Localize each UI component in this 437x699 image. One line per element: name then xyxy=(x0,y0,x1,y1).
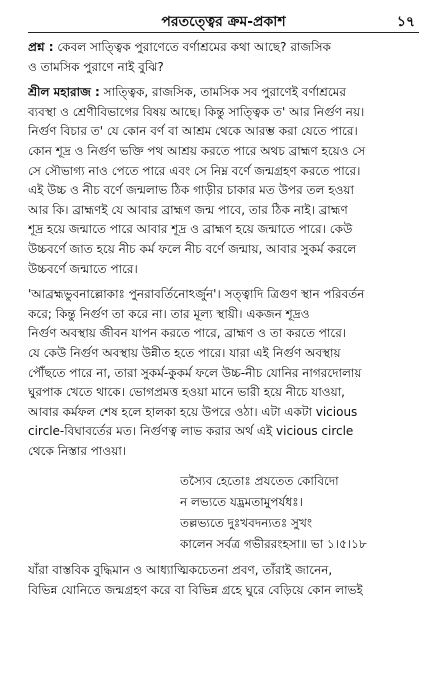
verse-block xyxy=(28,471,419,555)
answer-line: উচ্চবর্ণে জাত হয়ে নীচ কর্ম ফলে নীচ বর্ণে জন্মায়, আবার সুকর্ম করলে xyxy=(28,241,357,256)
paragraph-two xyxy=(28,285,419,461)
answer-paragraph xyxy=(28,83,419,279)
paragraph-line: যাঁরা বাস্তবিক বুদ্ধিমান ও আধ্যাত্মিকচেতনা প্রবণ, তাঁরাই জানেন, xyxy=(28,563,333,578)
question-paragraph xyxy=(28,38,419,77)
header-rule xyxy=(28,32,419,33)
verse-line: ন লভ্যতে যদ্ভ্রমতামুপর্যধঃ। xyxy=(180,495,303,510)
page-header xyxy=(28,8,419,30)
paragraph-line: আবার কর্মফল শেষ হলে হালকা হয়ে উপরে ওঠা। এটা একটা vicious xyxy=(28,404,358,419)
answer-line: সে সৌভাগ্য নাও পেতে পারে এবং সে নিম্ন বর্ণে জন্মগ্রহণ করতে পারে। xyxy=(28,163,361,178)
answer-line: ব্যবস্থা ও শ্রেণীবিভাগের বিষয় আছে। কিন্তু সাত্ত্বিক ত' আর নির্গুণ নয়। xyxy=(28,104,365,119)
answer-line: নির্গুণ বিচার ত' যে কোন বর্ণ বা আশ্রম থেকে আরম্ভ করা যেতে পারে। xyxy=(28,124,358,139)
verse-line: তল্লভ্যতে দুঃখবদন্যতঃ সুখং xyxy=(180,516,312,531)
answer-line: কোন শূদ্র ও নির্গুণ ভক্তি পথ আশ্রয় করতে পারে অথচ ব্রাহ্মণ হয়েও সে xyxy=(28,143,366,158)
running-title: পরতত্ত্বের ক্রম-প্রকাশ xyxy=(161,14,286,30)
answer-line: উচ্চবর্ণে জন্মাতে পারে। xyxy=(28,261,138,276)
paragraph-line: 'আব্রহ্মভুবনাল্লোকাঃ পুনরাবর্তিনোঽর্জুন'। সত্ত্বাদি ত্রিগুণ স্থান পরিবর্তন xyxy=(28,287,365,302)
answer-line: শূদ্র হয়ে জন্মাতে পারে আবার শূদ্র ও ব্রাহ্মণ হয়ে জন্মাতে পারে। কেউ xyxy=(28,222,353,237)
paragraph-three xyxy=(28,561,419,600)
answer-label: শ্রীল মহারাজ : xyxy=(28,85,100,100)
verse-line: তস্যৈব হেতোঃ প্রযতেত কোবিদো xyxy=(180,474,339,489)
body-text xyxy=(28,38,419,601)
paragraph-line: করে; কিন্তু নির্গুণ তা করে না। তার মূল্য স্থায়ী। একজন শূদ্রও xyxy=(28,306,310,321)
paragraph-line: circle-বিঘাবর্তের মত। নির্গুণত্ব লাভ করার অর্থ এই vicious circle xyxy=(28,424,354,439)
question-line: প্রশ্ন : কেবল সাত্ত্বিক পুরাণেতে বর্ণাশ্রমের কথা আছে? রাজসিক xyxy=(28,40,331,54)
answer-line: এই উচ্চ ও নীচ বর্ণে জন্মলাভ ঠিক গাড়ীর চাকার মত উপর তল হওয়া xyxy=(28,183,354,198)
question-line: ও তামসিক পুরাণে নাই বুঝি? xyxy=(28,59,164,74)
paragraph-line: নির্গুণ অবস্থায় জীবন যাপন করতে পারে, ব্রাহ্মণ ও তা করতে পারে। xyxy=(28,326,347,341)
question-label: প্রশ্ন : xyxy=(28,40,54,54)
answer-line: আর কি। ব্রাহ্মণই যে আবার ব্রাহ্মণ জন্ম পাবে, তার ঠিক নাই। ব্রাহ্মণ xyxy=(28,202,348,217)
paragraph-line: ঘুরপাক খেতে থাকে। ভোগপ্রমত্ত হওয়া মানে ভারী হয়ে নীচে যাওয়া, xyxy=(28,385,346,400)
paragraph-line: বিভিন্ন যোনিতে জন্মগ্রহণ করে বা বিভিন্ন গ্রহে ঘুরে বেড়িয়ে কোন লাভই xyxy=(28,583,363,598)
paragraph-line: পৌঁছতে পারে না, তারা সুকর্ম-কুকর্ম ফলে উচ্চ-নীচ যোনির নাগরদোলায় xyxy=(28,365,362,380)
paragraph-line: যে কেউ নির্গুণ অবস্থায় উন্নীত হতে পারে। যারা এই নির্গুণ অবস্থায় xyxy=(28,345,341,360)
page-number: ১৭ xyxy=(396,14,415,30)
paragraph-line: থেকে নিস্তার পাওয়া। xyxy=(28,443,127,458)
answer-line: শ্রীল মহারাজ : সাত্ত্বিক, রাজসিক, তামসিক সব পুরাণেই বর্ণাশ্রমের xyxy=(28,85,346,100)
verse-line: কালেন সর্বত্র গভীররংহসা॥ ভা ১।৫।১৮ xyxy=(180,537,367,552)
